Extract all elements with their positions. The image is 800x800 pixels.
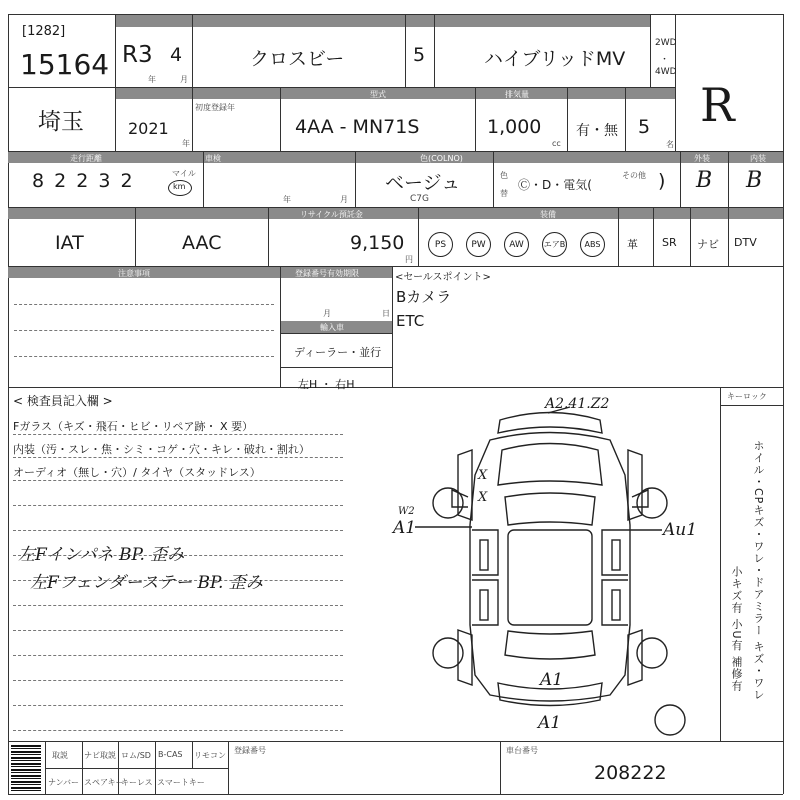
color-label: 色(COLNO) [420, 154, 463, 163]
footer-label-navi-manual: ナビ取説 [84, 751, 116, 760]
model-code: 4AA - MN71S [295, 116, 420, 138]
year-unit: 年 [148, 75, 156, 84]
diagram-x-mark-1: X [478, 468, 488, 483]
hline-5 [8, 387, 783, 388]
color: ベージュ [385, 172, 461, 194]
footer-label-number: 登録番号 [234, 746, 266, 755]
transmission: IAT [55, 232, 84, 254]
diagram-rear-label-1: A1 [540, 670, 564, 690]
note-line-5 [13, 530, 343, 531]
aircon-options: Ⓒ・D・電気( [518, 178, 592, 192]
header-band-row3 [8, 151, 783, 163]
exterior-grade: B [696, 168, 713, 193]
vline-foot-f [155, 741, 156, 795]
vline-r1-b [192, 14, 193, 87]
equip-airbag: エアB [542, 232, 567, 257]
mileage-unit-km: km [173, 182, 186, 191]
vline-r4-a [135, 207, 136, 266]
equip-aw: AW [504, 232, 529, 257]
hline-mid-a [280, 333, 392, 334]
vline-r1-f [675, 14, 676, 151]
footer-label-plate: ナンバー [48, 778, 80, 787]
equip-dtv: DTV [734, 236, 757, 249]
caution-line-2 [14, 330, 274, 331]
cautions-label: 注意事項 [118, 269, 150, 278]
equip-navi: ナビ [697, 238, 719, 251]
equip-sr: SR [662, 236, 677, 249]
interior-label: 内装 [750, 154, 766, 163]
barcode [11, 745, 41, 791]
diagram-left-label: A1 [393, 518, 417, 538]
vline-right-col [720, 387, 721, 741]
hline-4 [8, 266, 783, 267]
vline-r1-c [405, 14, 406, 87]
vline-foot-b [228, 741, 229, 795]
vline-r2-d [475, 87, 476, 151]
vline-r4-g [728, 207, 729, 266]
hline-1 [8, 87, 675, 88]
inspector-line-1: Fガラス（キズ・飛石・ヒビ・リペア跡・ X 要） [13, 420, 254, 433]
vline-r3-a [203, 151, 204, 207]
handwritten-note-1: 左Fインパネ BP. 歪み [18, 545, 185, 565]
cc-unit: cc [552, 139, 561, 148]
doors: 5 [413, 44, 426, 66]
vline-r3-c [493, 151, 494, 207]
mileage-label: 走行距離 [70, 154, 102, 163]
sales-point-1: Bカメラ [396, 288, 452, 306]
shaken-month-unit: 月 [340, 195, 348, 204]
recycle-unit: 円 [405, 255, 413, 264]
hline-6 [8, 741, 783, 742]
lot-number: 15164 [20, 48, 110, 81]
drive-dot: ・ [660, 55, 670, 65]
vline-r1-d [434, 14, 435, 87]
month: 4 [170, 44, 183, 66]
recycle-fee: 9,150 [350, 232, 405, 254]
sales-point-2: ETC [396, 312, 425, 330]
inspector-line-2: 内装（汚・スレ・焦・シミ・コゲ・穴・キレ・破れ・割れ） [13, 443, 310, 456]
vline-foot-c [500, 741, 501, 795]
era-year: R3 [122, 42, 153, 68]
handle-text: 左H ・ 右H [298, 378, 355, 391]
shaken-year-unit: 年 [283, 195, 291, 204]
footer-label-rom-sd: ロム/SD [121, 751, 151, 760]
vline-r2-e [567, 87, 568, 151]
diagram-top-label: A2.41.Z2 [545, 396, 610, 412]
hline-mid-b [280, 367, 392, 368]
right-col-vertical-1: ホイル・CPキズ・ワレ・ドアミラー キズ・ワレ [752, 440, 765, 701]
diagram-left-label-top: W2 [398, 506, 415, 517]
displacement-label: 排気量 [505, 90, 529, 99]
score: R [700, 78, 735, 132]
note-line-8 [13, 605, 343, 606]
model-name: クロスビー [250, 48, 345, 70]
frame-bottom [8, 794, 783, 795]
handwritten-note-2: 左Fフェンダーステー BP. 歪み [30, 573, 263, 593]
note-line-3 [13, 480, 343, 481]
vline-r3-d [680, 151, 681, 207]
displacement: 1,000 [487, 116, 542, 138]
first-reg-unit: 年 [182, 139, 190, 148]
note-line-1 [13, 434, 343, 435]
import-label: 輸入車 [320, 323, 344, 332]
color-code: C7G [410, 194, 429, 204]
vline-r1-a [115, 14, 116, 87]
vline-r3-b [355, 151, 356, 207]
equip-leather: 革 [627, 238, 638, 251]
note-line-4 [13, 505, 343, 506]
dealer-text: ディーラー・並行 [294, 346, 382, 359]
equip-pw: PW [466, 232, 491, 257]
diagram-rear-label-2: A1 [538, 713, 562, 733]
vline-r2-f [625, 87, 626, 151]
exterior-label: 外装 [694, 154, 710, 163]
footer-label-remote: リモコン [194, 751, 226, 760]
footer-label-chassis: 車台番号 [506, 746, 538, 755]
vline-r4-d [618, 207, 619, 266]
header-band-row4 [8, 207, 783, 219]
hline-foot-mid [45, 768, 228, 769]
shaken-label: 車検 [205, 154, 221, 163]
note-line-12 [13, 705, 343, 706]
note-line-2 [13, 457, 343, 458]
capacity-unit: 名 [666, 140, 674, 149]
vline-r4-b [268, 207, 269, 266]
right-col-header: キーロック [727, 392, 767, 401]
vline-r3-e [728, 151, 729, 207]
drive-4wd: 4WD [655, 67, 677, 77]
hline-right-col [720, 405, 783, 406]
sales-points-label: <セールスポイント> [395, 272, 491, 283]
drive-2wd: 2WD [655, 38, 677, 48]
regist-month: 月 [323, 309, 331, 318]
inspector-title: < 検査員記入欄 > [13, 394, 113, 408]
header-band-row2 [115, 87, 675, 99]
aircon-other-label: その他 [622, 171, 646, 180]
caution-line-1 [14, 304, 274, 305]
footer-label-spare-key: スペアキー [84, 778, 124, 787]
inspector-line-3: オーディオ（無し・穴）/ タイヤ（スタッドレス） [13, 466, 261, 479]
vline-r1-e [650, 14, 651, 87]
frame-right [783, 14, 784, 794]
mileage: 8 2 2 3 2 [32, 170, 135, 192]
header-band-row1 [115, 15, 650, 27]
regist-label: 登録番号有効期限 [295, 269, 359, 278]
note-line-13 [13, 730, 343, 731]
frame-left [8, 14, 9, 794]
color-char: 色 [500, 171, 508, 180]
footer-label-bcas: B-CAS [158, 750, 183, 759]
vline-r2-c [280, 87, 281, 151]
diagram-x-mark-2: X [478, 490, 488, 505]
caution-line-3 [14, 356, 274, 357]
equip-abs: ABS [580, 232, 605, 257]
vline-r2-a [115, 87, 116, 151]
vline-r4-e [653, 207, 654, 266]
hline-3 [8, 207, 783, 208]
color-change-char: 替 [500, 189, 508, 198]
note-line-10 [13, 655, 343, 656]
month-unit: 月 [180, 75, 188, 84]
vline-r4-c [418, 207, 419, 266]
equipment-label: 装備 [540, 210, 556, 219]
equip-ps: PS [428, 232, 453, 257]
mileage-unit-miles: マイル [172, 169, 196, 178]
footer-label-manual: 取説 [52, 751, 68, 760]
auction-code: [1282] [22, 24, 66, 39]
interior-grade: B [746, 168, 763, 193]
aircon-close: ) [658, 170, 666, 192]
diagram-right-label: Au1 [663, 520, 698, 540]
vline-foot-d [82, 741, 83, 795]
chassis-number: 208222 [594, 762, 667, 784]
vline-r5-b [392, 266, 393, 387]
capacity: 5 [638, 116, 651, 138]
note-line-9 [13, 630, 343, 631]
footer-label-smart-key: スマートキー [157, 778, 205, 787]
first-reg-note: 初度登録年 [195, 103, 235, 112]
regist-day: 日 [382, 309, 390, 318]
vline-r2-b [192, 87, 193, 151]
recycle-label: リサイクル預託金 [300, 210, 363, 219]
model-code-label: 型式 [370, 90, 386, 99]
first-reg-year: 2021 [128, 119, 169, 138]
vline-r4-f [690, 207, 691, 266]
right-col-vertical-2: 小キズ有 小U有 補修有 [730, 566, 743, 693]
grade: ハイブリッドMV [484, 48, 626, 70]
region: 埼玉 [38, 109, 84, 135]
hline-2 [8, 151, 783, 152]
vline-foot-g [192, 741, 193, 768]
turbo-options: 有・無 [576, 123, 618, 139]
note-line-11 [13, 680, 343, 681]
aircon: AAC [182, 232, 222, 254]
footer-label-keyless: キーレス [121, 778, 153, 787]
